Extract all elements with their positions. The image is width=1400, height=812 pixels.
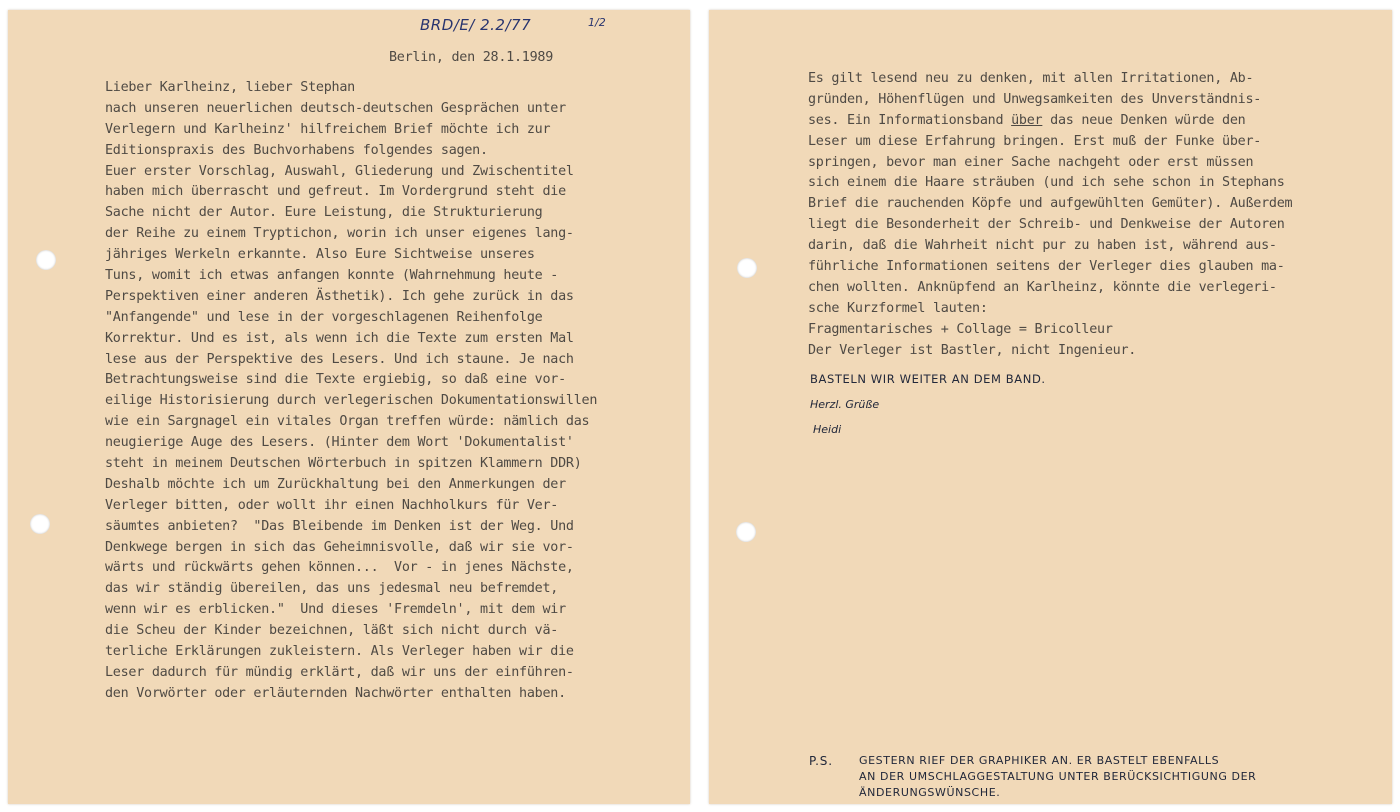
body-line: der Reihe zu einem Tryptichon, worin ich unser eigenes lang- (105, 226, 574, 242)
body-line: Der Verleger ist Bastler, nicht Ingenieur. (808, 342, 1137, 358)
body-line: haben mich überrascht und gefreut. Im Vordergrund steht die (105, 184, 566, 200)
body-line: Denkwege bergen in sich das Geheimnisvolle, daß wir sie vor- (105, 539, 574, 555)
body-line: jähriges Werkeln erkannte. Also Eure Sichtweise unseres (105, 247, 535, 263)
body-line: Euer erster Vorschlag, Auswahl, Gliederung und Zwischentitel (105, 163, 574, 179)
archive-mark: BRD/E/ 2.2/77 (420, 16, 532, 34)
body-line: Verleger bitten, oder wollt ihr einen Nachholkurs für Ver- (105, 497, 559, 513)
body-line: gründen, Höhenflügen und Unwegsamkeiten des Unverständnis- (808, 91, 1262, 107)
body-line: "Anfangende" und lese in der vorgeschlagenen Reihenfolge (105, 309, 543, 325)
body-line: steht in meinem Deutschen Wörterbuch in spitzen Klammern DDR) (105, 456, 582, 472)
handwritten-greeting: Herzl. Grüße (810, 398, 880, 411)
body-line: Korrektur. Und es ist, als wenn ich die Texte zum ersten Mal (105, 330, 574, 346)
body-line: neugierige Auge des Lesers. (Hinter dem Wort 'Dokumentalist' (105, 435, 574, 451)
body-line: das wir ständig übereilen, das uns jedesmal neu befremdet, (105, 581, 559, 597)
body-line: Perspektiven einer anderen Ästhetik). Ich gehe zurück in das (105, 288, 574, 304)
body-line: säumtes anbieten? "Das Bleibende im Denken ist der Weg. Und (105, 518, 574, 534)
body-line: wenn wir es erblicken." Und dieses 'Fremdeln', mit dem wir (105, 602, 566, 618)
letter-page-1 (8, 10, 690, 804)
body-line: die Scheu der Kinder bezeichnen, läßt sich nicht durch vä- (105, 623, 559, 639)
body-line: Fragmentarisches + Collage = Bricolleur (808, 321, 1113, 337)
body-line: terliche Erklärungen zukleistern. Als Verleger haben wir die (105, 644, 574, 660)
letter-page-2 (709, 10, 1392, 804)
body-line: Sache nicht der Autor. Eure Leistung, die Strukturierung (105, 205, 543, 221)
body-line: den Vorwörter oder erläuternden Nachwörter enthalten haben. (105, 685, 566, 701)
handwritten-note: BASTELN WIR WEITER AN DEM BAND. (810, 372, 1046, 386)
body-line: Brief die rauchenden Köpfe und aufgewühlten Gemüter). Außerdem (808, 196, 1293, 212)
punch-hole-top (36, 250, 56, 270)
body-line: Es gilt lesend neu zu denken, mit allen Irritationen, Ab- (808, 71, 1254, 86)
ps-line: ÄNDERUNGSWÜNSCHE. (859, 786, 1001, 799)
body-line: führliche Informationen seitens der Verleger dies glauben ma- (808, 259, 1285, 275)
body-line: Verlegern und Karlheinz' hilfreichem Brief möchte ich zur (105, 121, 551, 137)
body-line: sich einem die Haare sträuben (und ich sehe schon in Stephans (808, 175, 1285, 191)
punch-hole-bottom (736, 522, 756, 542)
body-line: nach unseren neuerlichen deutsch-deutschen Gesprächen unter (105, 100, 566, 116)
body-line: wie ein Sargnagel ein vitales Organ treffen würde: nämlich das (105, 414, 590, 430)
body-line: ses. Ein Informationsband über das neue Denken würde den (808, 112, 1246, 128)
body-line: eilige Historisierung durch verlegerischen Dokumentationswillen (105, 393, 598, 409)
body-line: chen wollten. Anknüpfend an Karlheinz, könnte die verlegeri- (808, 279, 1277, 295)
body-line: Editionspraxis des Buchvorhabens folgendes sagen. (105, 142, 488, 158)
date-text: Berlin, den 28.1.1989 (389, 50, 554, 65)
body-line: Betrachtungsweise sind die Texte ergiebig, so daß eine vor- (105, 372, 566, 388)
body-line: Leser dadurch für mündig erklärt, daß wir uns der einführen- (105, 664, 574, 680)
date-line (389, 48, 553, 69)
body-line: darin, daß die Wahrheit nicht pur zu haben ist, während aus- (808, 238, 1277, 254)
underlined-word: über (1011, 112, 1043, 128)
ps-line: AN DER UMSCHLAGGESTALTUNG UNTER BERÜCKSICHTIGUNG DER (859, 770, 1257, 783)
body-line: Leser um diese Erfahrung bringen. Erst muß der Funke über- (808, 133, 1262, 149)
body-line: springen, bevor man einer Sache nachgeht oder erst müssen (808, 154, 1254, 170)
ps-label: P.S. (809, 754, 833, 768)
letter-body-page-1 (105, 78, 597, 705)
body-line: Deshalb möchte ich um Zurückhaltung bei den Anmerkungen der (105, 476, 566, 492)
handwritten-signature: Heidi (813, 423, 842, 436)
body-line: wärts und rückwärts gehen können... Vor - in jenes Nächste, (105, 560, 574, 576)
body-line: Tuns, womit ich etwas anfangen konnte (Wahrnehmung heute - (105, 268, 559, 284)
salutation: Lieber Karlheinz, lieber Stephan (105, 80, 355, 95)
punch-hole-bottom (30, 514, 50, 534)
ps-line: GESTERN RIEF DER GRAPHIKER AN. ER BASTELT EBENFALLS (859, 754, 1220, 767)
body-line: liegt die Besonderheit der Schreib- und Denkweise der Autoren (808, 217, 1285, 233)
body-line: sche Kurzformel lauten: (808, 300, 988, 316)
archive-mark-page: 1/2 (588, 16, 606, 29)
punch-hole-top (737, 258, 757, 278)
letter-body-page-2 (808, 69, 1292, 361)
body-line: lese aus der Perspektive des Lesers. Und ich staune. Je nach (105, 351, 574, 367)
